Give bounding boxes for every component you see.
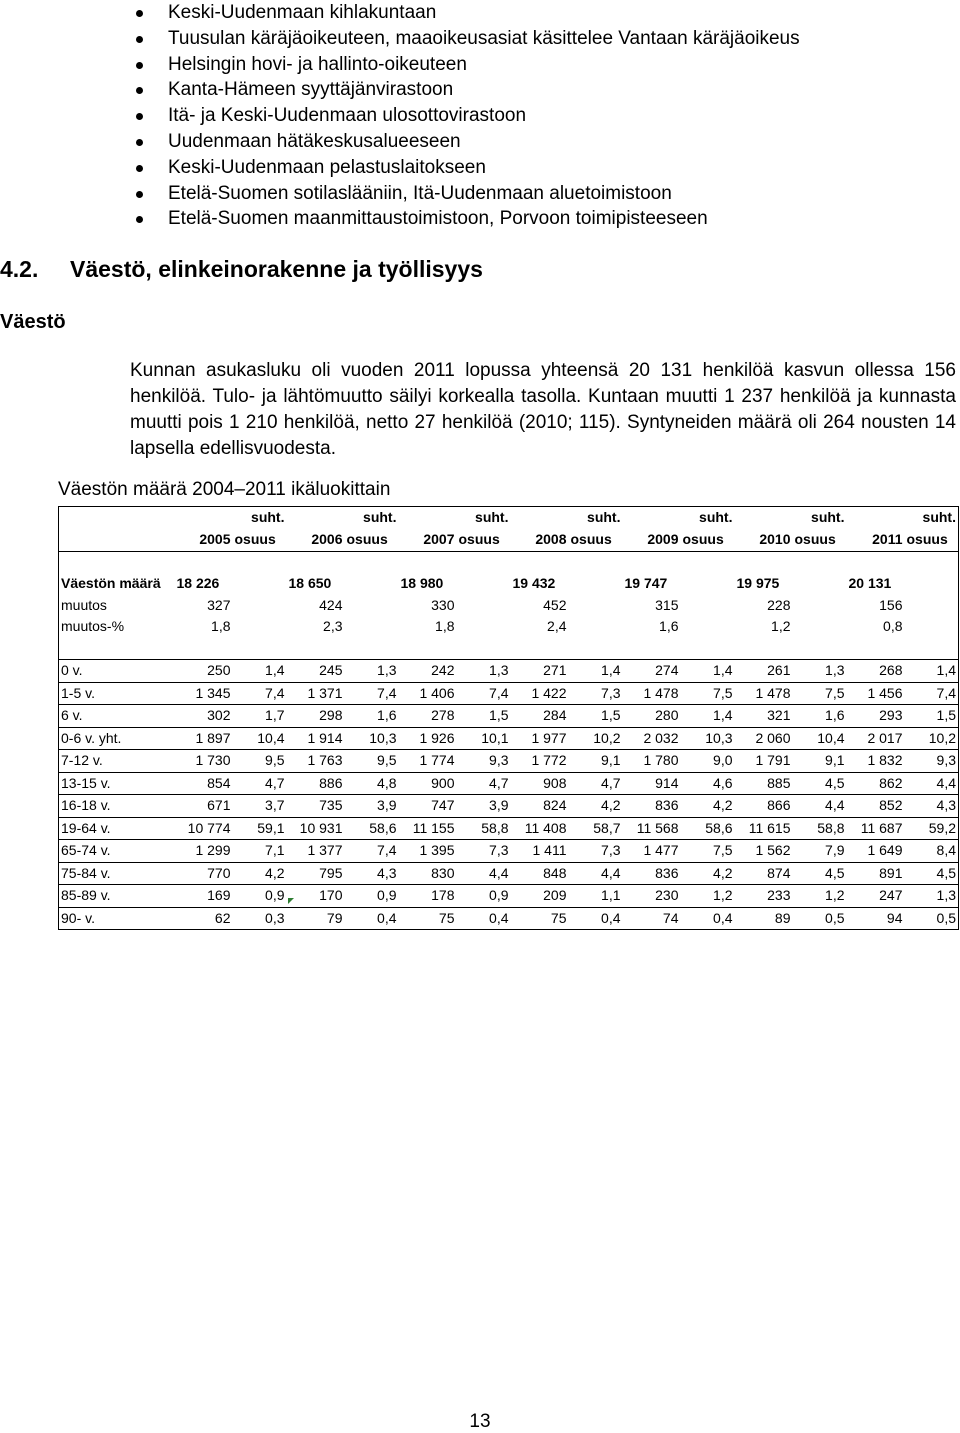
cell-value: 1,8 xyxy=(211,618,231,634)
header-corner xyxy=(59,529,175,552)
cell-share: 7,4 xyxy=(233,682,287,705)
cell-count: 770 xyxy=(175,862,233,885)
cell-count: 866 xyxy=(735,795,793,818)
comment-marker-icon xyxy=(288,898,294,904)
cell-value: 2,4 xyxy=(547,618,567,634)
header-year: 2008 xyxy=(511,529,569,552)
cell-count: 1 395 xyxy=(399,840,457,863)
cell-blank xyxy=(793,616,847,638)
cell-share: 1,5 xyxy=(569,705,623,728)
cell-count: 1 780 xyxy=(623,750,681,773)
header-share-top: suht. xyxy=(811,509,845,525)
header-blank xyxy=(511,507,569,529)
cell-count: 795 xyxy=(287,862,345,885)
cell-share: 4,4 xyxy=(457,862,511,885)
cell-share: 1,7 xyxy=(233,705,287,728)
bullet-item: Helsingin hovi- ja hallinto-oikeuteen xyxy=(120,52,800,78)
cell-value: 327 xyxy=(207,596,231,613)
cell-share: 10,2 xyxy=(569,727,623,750)
bullet-item: Kanta-Hämeen syyttäjänvirastoon xyxy=(120,77,800,103)
cell-share: 3,7 xyxy=(233,795,287,818)
cell-value: 0,8 xyxy=(883,618,903,634)
cell-count: 170 xyxy=(287,885,345,908)
section-title: Väestö, elinkeinorakenne ja työllisyys xyxy=(70,256,483,282)
cell-count: 268 xyxy=(847,660,905,683)
cell-count: 1 774 xyxy=(399,750,457,773)
cell-share: 7,4 xyxy=(345,840,399,863)
row-label: 6 v. xyxy=(59,705,175,728)
cell-share: 4,2 xyxy=(681,862,735,885)
bullet-item: Keski-Uudenmaan pelastuslaitokseen xyxy=(120,155,800,181)
bullet-item: Etelä-Suomen sotilaslääniin, Itä-Uudenmaan aluetoimistoon xyxy=(120,181,800,207)
cell-count: 1 914 xyxy=(287,727,345,750)
cell-share: 1,3 xyxy=(345,660,399,683)
cell-blank xyxy=(457,595,511,617)
cell-count: 885 xyxy=(735,772,793,795)
cell-count: 1 897 xyxy=(175,727,233,750)
bullet-item: Tuusulan käräjäoikeuteen, maaoikeusasiat käsittelee Vantaan käräjäoikeus xyxy=(120,26,800,52)
cell-share: 4,2 xyxy=(569,795,623,818)
row-label: muutos xyxy=(61,596,107,613)
cell-count: 1 345 xyxy=(175,682,233,705)
cell-blank xyxy=(345,573,399,595)
cell-count: 1 377 xyxy=(287,840,345,863)
cell-value: 330 xyxy=(431,596,455,613)
spacer-row xyxy=(59,638,959,660)
cell-count: 321 xyxy=(735,705,793,728)
cell-count: 230 xyxy=(623,885,681,908)
cell-count: 848 xyxy=(511,862,569,885)
cell-blank xyxy=(793,573,847,595)
cell-blank xyxy=(905,616,959,638)
cell-share: 0,4 xyxy=(457,907,511,930)
cell-share: 10,3 xyxy=(345,727,399,750)
section-heading xyxy=(0,256,483,283)
cell-share: 7,3 xyxy=(569,840,623,863)
cell-value: 315 xyxy=(655,596,679,613)
cell-share: 1,4 xyxy=(569,660,623,683)
header-blank xyxy=(287,507,345,529)
cell-blank xyxy=(569,573,623,595)
cell-share: 9,5 xyxy=(345,750,399,773)
cell-share: 58,8 xyxy=(793,817,847,840)
cell-count: 1 478 xyxy=(623,682,681,705)
cell-blank xyxy=(681,573,735,595)
header-year: 2005 xyxy=(175,529,233,552)
bullet-list xyxy=(120,0,800,232)
row-label: 7-12 v. xyxy=(59,750,175,773)
spacer-cell xyxy=(59,551,959,573)
cell-count: 74 xyxy=(623,907,681,930)
header-share-top: suht. xyxy=(699,509,733,525)
cell-count: 75 xyxy=(399,907,457,930)
cell-count: 836 xyxy=(623,795,681,818)
table-row xyxy=(59,795,959,818)
cell-count: 280 xyxy=(623,705,681,728)
cell-share: 7,9 xyxy=(793,840,847,863)
cell-count: 1 730 xyxy=(175,750,233,773)
cell-share: 4,7 xyxy=(569,772,623,795)
population-table xyxy=(58,506,959,930)
row-label: 1-5 v. xyxy=(59,682,175,705)
cell-count: 11 615 xyxy=(735,817,793,840)
cell-share: 59,2 xyxy=(905,817,959,840)
cell-share: 58,6 xyxy=(345,817,399,840)
cell-share: 9,3 xyxy=(457,750,511,773)
cell-value: 18 650 xyxy=(288,575,332,591)
cell-count: 274 xyxy=(623,660,681,683)
cell-value: 424 xyxy=(319,596,343,613)
cell-share: 7,4 xyxy=(905,682,959,705)
cell-count: 209 xyxy=(511,885,569,908)
cell-share: 9,1 xyxy=(569,750,623,773)
table-row xyxy=(59,682,959,705)
cell-count: 11 568 xyxy=(623,817,681,840)
bullet-item: Etelä-Suomen maanmittaustoimistoon, Porvoon toimipisteeseen xyxy=(120,206,800,232)
cell-count: 250 xyxy=(175,660,233,683)
header-blank xyxy=(399,507,457,529)
cell-share: 4,7 xyxy=(457,772,511,795)
header-share-top: suht. xyxy=(251,509,285,525)
cell-share: 9,3 xyxy=(905,750,959,773)
header-row xyxy=(59,529,959,552)
cell-share: 7,5 xyxy=(681,682,735,705)
cell-count: 914 xyxy=(623,772,681,795)
row-label: 65-74 v. xyxy=(59,840,175,863)
table-row xyxy=(59,750,959,773)
cell-share: 58,7 xyxy=(569,817,623,840)
table-row xyxy=(59,727,959,750)
cell-count: 1 562 xyxy=(735,840,793,863)
header-row xyxy=(59,507,959,529)
table-row xyxy=(59,772,959,795)
cell-count: 271 xyxy=(511,660,569,683)
cell-value: 19 975 xyxy=(736,575,780,591)
cell-count: 284 xyxy=(511,705,569,728)
cell-count: 1 371 xyxy=(287,682,345,705)
cell-value: 2,3 xyxy=(323,618,343,634)
cell-count: 302 xyxy=(175,705,233,728)
row-label: 85-89 v. xyxy=(59,885,175,908)
cell-share: 7,4 xyxy=(457,682,511,705)
cell-share: 0,3 xyxy=(233,907,287,930)
cell-count: 1 456 xyxy=(847,682,905,705)
cell-share: 1,4 xyxy=(681,660,735,683)
table-row xyxy=(59,573,959,595)
cell-count: 169 xyxy=(175,885,233,908)
cell-count: 79 xyxy=(287,907,345,930)
cell-blank xyxy=(793,595,847,617)
cell-count: 1 791 xyxy=(735,750,793,773)
cell-count: 900 xyxy=(399,772,457,795)
header-share-top: suht. xyxy=(363,509,397,525)
cell-count: 852 xyxy=(847,795,905,818)
cell-share: 1,3 xyxy=(457,660,511,683)
table-row xyxy=(59,907,959,930)
cell-blank xyxy=(233,573,287,595)
cell-share: 0,4 xyxy=(569,907,623,930)
cell-share: 8,4 xyxy=(905,840,959,863)
cell-share: 0,4 xyxy=(681,907,735,930)
cell-blank xyxy=(681,595,735,617)
cell-value: 19 747 xyxy=(624,575,668,591)
cell-count: 75 xyxy=(511,907,569,930)
cell-count: 886 xyxy=(287,772,345,795)
cell-share: 1,6 xyxy=(345,705,399,728)
header-blank xyxy=(735,507,793,529)
cell-share: 7,3 xyxy=(457,840,511,863)
table-row xyxy=(59,705,959,728)
cell-share: 4,2 xyxy=(681,795,735,818)
cell-count: 1 406 xyxy=(399,682,457,705)
cell-share: 0,9 xyxy=(457,885,511,908)
cell-share: 10,2 xyxy=(905,727,959,750)
cell-blank xyxy=(233,616,287,638)
page-number: 13 xyxy=(469,1411,491,1432)
row-label: 16-18 v. xyxy=(59,795,175,818)
cell-count: 874 xyxy=(735,862,793,885)
cell-blank xyxy=(457,573,511,595)
cell-share: 58,6 xyxy=(681,817,735,840)
section-number: 4.2. xyxy=(0,256,39,282)
cell-share: 0,9 xyxy=(345,885,399,908)
row-label: 0-6 v. yht. xyxy=(59,727,175,750)
cell-share: 1,5 xyxy=(457,705,511,728)
row-label: 19-64 v. xyxy=(59,817,175,840)
cell-share: 4,7 xyxy=(233,772,287,795)
cell-count: 1 299 xyxy=(175,840,233,863)
cell-share: 4,5 xyxy=(793,862,847,885)
table-title: Väestön määrä 2004–2011 ikäluokittain xyxy=(58,479,391,500)
cell-share: 1,4 xyxy=(233,660,287,683)
cell-share: 3,9 xyxy=(457,795,511,818)
cell-share: 4,5 xyxy=(793,772,847,795)
cell-value: 18 980 xyxy=(400,575,444,591)
body-paragraph: Kunnan asukasluku oli vuoden 2011 lopussa yhteensä 20 131 henkilöä kasvun ollessa 156 henkilöä. Tulo- ja lähtömuutto säilyi korkealla tasolla. Kuntaan muutti 1 237 henkilöä ja kunnasta muutti pois 1 210 henkilöä, netto 27 henkilöä (2010; 115). Syntyneiden määrä oli 264 nousten 14 lapsella edellisvuodesta. xyxy=(130,360,956,459)
cell-count: 233 xyxy=(735,885,793,908)
cell-count: 261 xyxy=(735,660,793,683)
cell-share: 7,5 xyxy=(681,840,735,863)
header-share-top: suht. xyxy=(587,509,621,525)
cell-count: 1 411 xyxy=(511,840,569,863)
cell-share: 4,2 xyxy=(233,862,287,885)
cell-count: 1 649 xyxy=(847,840,905,863)
cell-count: 293 xyxy=(847,705,905,728)
header-share-bottom: osuus xyxy=(457,529,511,552)
cell-share: 4,4 xyxy=(905,772,959,795)
cell-blank xyxy=(905,573,959,595)
cell-share: 4,3 xyxy=(345,862,399,885)
subsection-heading: Väestö xyxy=(0,311,66,333)
cell-share: 9,1 xyxy=(793,750,847,773)
cell-count: 1 772 xyxy=(511,750,569,773)
cell-value: 1,2 xyxy=(771,618,791,634)
row-label: muutos-% xyxy=(61,618,125,634)
header-share-bottom: osuus xyxy=(905,529,959,552)
cell-share: 3,9 xyxy=(345,795,399,818)
row-label: Väestön määrä xyxy=(61,575,161,591)
header-year: 2006 xyxy=(287,529,345,552)
cell-count: 10 931 xyxy=(287,817,345,840)
header-blank xyxy=(847,507,905,529)
spacer-row xyxy=(59,551,959,573)
header-year: 2010 xyxy=(735,529,793,552)
cell-blank xyxy=(569,616,623,638)
cell-share: 10,1 xyxy=(457,727,511,750)
header-year: 2007 xyxy=(399,529,457,552)
cell-value: 18 226 xyxy=(176,575,220,591)
bullet-item: Itä- ja Keski-Uudenmaan ulosottovirastoon xyxy=(120,103,800,129)
cell-value: 1,8 xyxy=(435,618,455,634)
cell-count: 908 xyxy=(511,772,569,795)
cell-share: 10,4 xyxy=(793,727,847,750)
header-blank xyxy=(623,507,681,529)
cell-share: 1,4 xyxy=(905,660,959,683)
cell-share: 10,3 xyxy=(681,727,735,750)
cell-count: 178 xyxy=(399,885,457,908)
cell-count: 671 xyxy=(175,795,233,818)
cell-count: 1 926 xyxy=(399,727,457,750)
cell-share: 1,4 xyxy=(681,705,735,728)
cell-share: 1,5 xyxy=(905,705,959,728)
cell-share: 4,3 xyxy=(905,795,959,818)
header-year: 2011 xyxy=(847,529,905,552)
header-share-bottom: osuus xyxy=(345,529,399,552)
cell-count: 247 xyxy=(847,885,905,908)
header-corner xyxy=(59,507,175,529)
cell-count: 278 xyxy=(399,705,457,728)
cell-value: 20 131 xyxy=(848,575,892,591)
cell-share: 58,8 xyxy=(457,817,511,840)
cell-count: 854 xyxy=(175,772,233,795)
cell-count: 824 xyxy=(511,795,569,818)
table-row xyxy=(59,595,959,617)
cell-count: 245 xyxy=(287,660,345,683)
header-share-bottom: osuus xyxy=(681,529,735,552)
cell-share: 7,1 xyxy=(233,840,287,863)
header-share-bottom: osuus xyxy=(569,529,623,552)
cell-count: 1 478 xyxy=(735,682,793,705)
table-row xyxy=(59,840,959,863)
cell-share: 1,3 xyxy=(793,660,847,683)
cell-blank xyxy=(345,595,399,617)
cell-count: 10 774 xyxy=(175,817,233,840)
cell-count: 1 832 xyxy=(847,750,905,773)
cell-share: 4,4 xyxy=(569,862,623,885)
header-year: 2009 xyxy=(623,529,681,552)
cell-share: 1,3 xyxy=(905,885,959,908)
cell-value: 452 xyxy=(543,596,567,613)
cell-count: 242 xyxy=(399,660,457,683)
cell-blank xyxy=(457,616,511,638)
cell-count: 94 xyxy=(847,907,905,930)
row-label: 75-84 v. xyxy=(59,862,175,885)
cell-count: 2 017 xyxy=(847,727,905,750)
cell-share: 0,5 xyxy=(905,907,959,930)
table-row xyxy=(59,885,959,908)
cell-count: 298 xyxy=(287,705,345,728)
cell-count: 735 xyxy=(287,795,345,818)
cell-value: 228 xyxy=(767,596,791,613)
cell-value: 1,6 xyxy=(659,618,679,634)
cell-count: 836 xyxy=(623,862,681,885)
cell-count: 1 763 xyxy=(287,750,345,773)
cell-share: 4,4 xyxy=(793,795,847,818)
cell-count: 2 060 xyxy=(735,727,793,750)
cell-blank xyxy=(569,595,623,617)
header-share-bottom: osuus xyxy=(793,529,847,552)
cell-count: 1 422 xyxy=(511,682,569,705)
cell-share: 1,6 xyxy=(793,705,847,728)
cell-share: 1,1 xyxy=(569,885,623,908)
cell-count: 11 155 xyxy=(399,817,457,840)
spacer-cell xyxy=(59,638,959,660)
table-row xyxy=(59,817,959,840)
table-row xyxy=(59,616,959,638)
row-label: 90- v. xyxy=(59,907,175,930)
cell-blank xyxy=(681,616,735,638)
cell-share: 7,3 xyxy=(569,682,623,705)
cell-count: 62 xyxy=(175,907,233,930)
table-row xyxy=(59,660,959,683)
bullet-item: Keski-Uudenmaan kihlakuntaan xyxy=(120,0,800,26)
cell-count: 1 977 xyxy=(511,727,569,750)
row-label: 0 v. xyxy=(59,660,175,683)
cell-share: 1,2 xyxy=(793,885,847,908)
cell-value: 19 432 xyxy=(512,575,556,591)
cell-share: 0,4 xyxy=(345,907,399,930)
cell-share: 10,4 xyxy=(233,727,287,750)
cell-share: 4,8 xyxy=(345,772,399,795)
cell-share: 0,5 xyxy=(793,907,847,930)
cell-share: 0,9 xyxy=(233,885,287,908)
cell-count: 1 477 xyxy=(623,840,681,863)
cell-blank xyxy=(233,595,287,617)
cell-count: 2 032 xyxy=(623,727,681,750)
cell-value: 156 xyxy=(879,596,903,613)
row-label: 13-15 v. xyxy=(59,772,175,795)
cell-blank xyxy=(345,616,399,638)
cell-share: 7,4 xyxy=(345,682,399,705)
cell-share: 9,5 xyxy=(233,750,287,773)
cell-count: 862 xyxy=(847,772,905,795)
cell-count: 891 xyxy=(847,862,905,885)
cell-share: 1,2 xyxy=(681,885,735,908)
cell-blank xyxy=(905,595,959,617)
table-body xyxy=(59,507,959,930)
cell-share: 4,6 xyxy=(681,772,735,795)
header-share-bottom: osuus xyxy=(233,529,287,552)
cell-count: 89 xyxy=(735,907,793,930)
header-blank xyxy=(175,507,233,529)
table-row xyxy=(59,862,959,885)
cell-count: 830 xyxy=(399,862,457,885)
cell-share: 59,1 xyxy=(233,817,287,840)
header-share-top: suht. xyxy=(922,509,956,525)
header-share-top: suht. xyxy=(475,509,509,525)
bullet-item: Uudenmaan hätäkeskusalueeseen xyxy=(120,129,800,155)
cell-count: 11 408 xyxy=(511,817,569,840)
cell-share: 4,5 xyxy=(905,862,959,885)
cell-count: 11 687 xyxy=(847,817,905,840)
cell-share: 7,5 xyxy=(793,682,847,705)
cell-count: 747 xyxy=(399,795,457,818)
cell-share: 9,0 xyxy=(681,750,735,773)
